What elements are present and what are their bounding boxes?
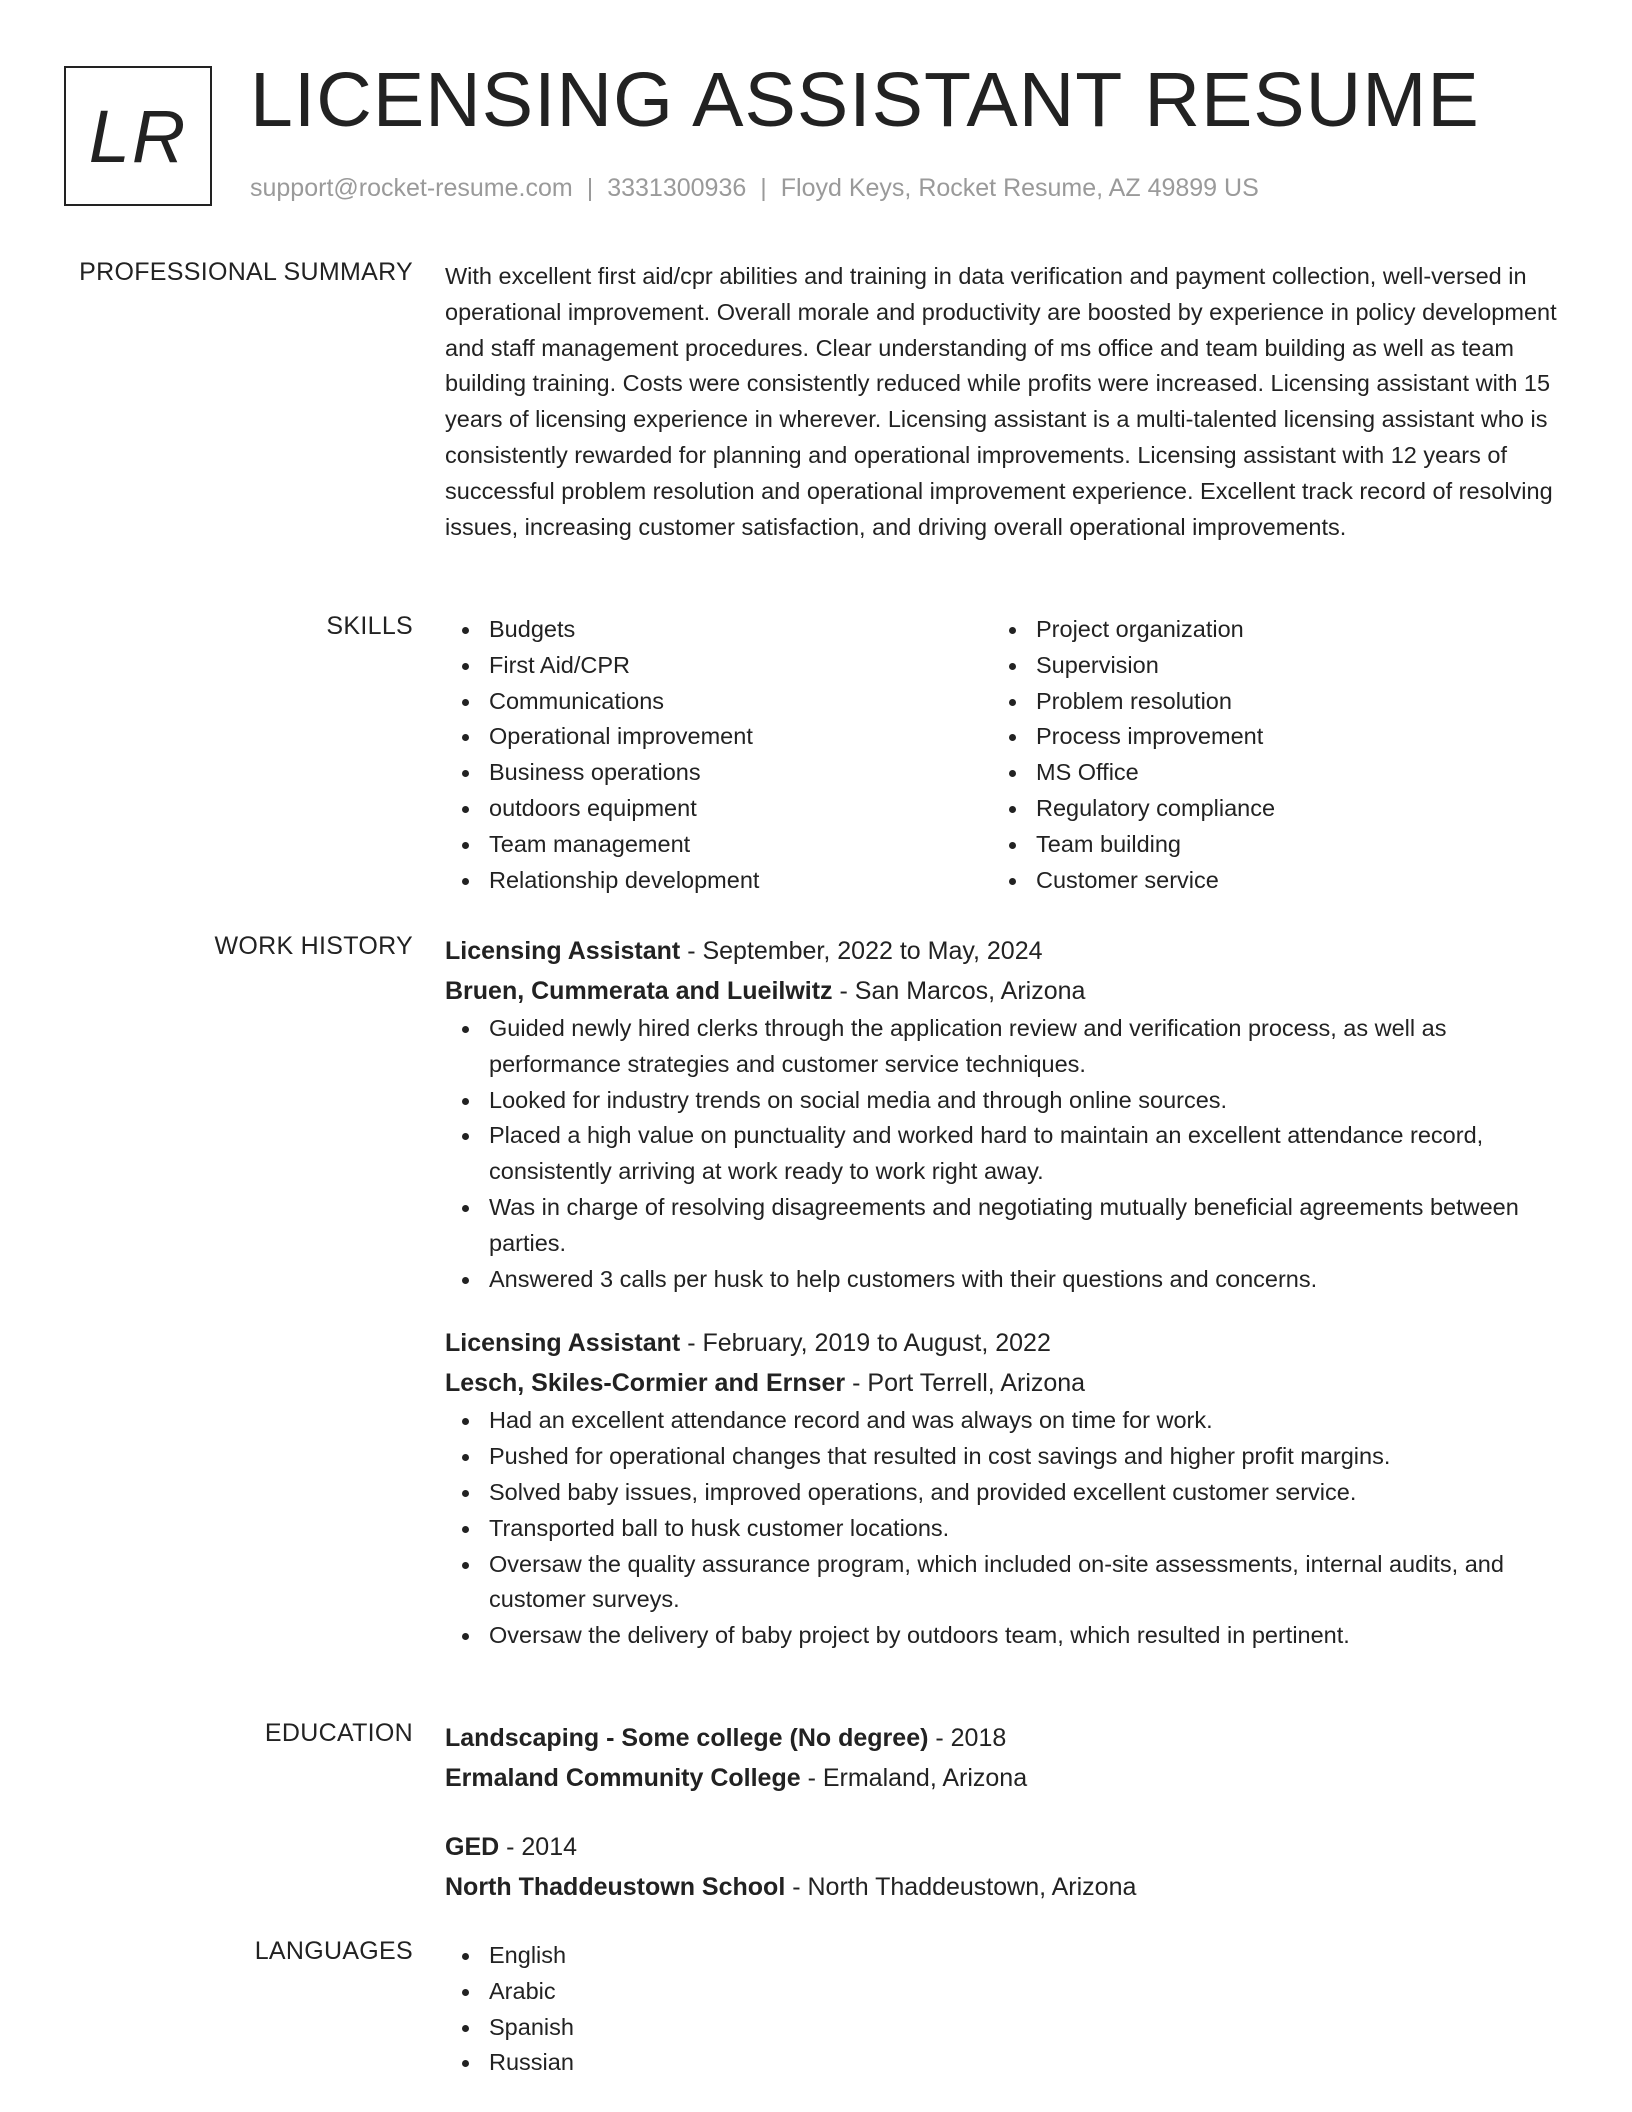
job-title: Licensing Assistant bbox=[445, 937, 681, 965]
job-bullet: Transported ball to husk customer locations. bbox=[445, 1511, 1565, 1547]
section-heading: EDUCATION bbox=[264, 1719, 413, 1747]
contact-phone: 3331300936 bbox=[607, 174, 747, 202]
job-bullet: Answered 3 calls per husk to help customers with their questions and concerns. bbox=[445, 1262, 1565, 1298]
skill-item: Customer service bbox=[992, 863, 1539, 899]
skill-item: Communications bbox=[445, 684, 992, 720]
job-bullet: Looked for industry trends on social media and through online sources. bbox=[445, 1083, 1565, 1119]
section-heading: SKILLS bbox=[326, 612, 413, 640]
section-heading: PROFESSIONAL SUMMARY bbox=[79, 258, 413, 286]
education-location: Ermaland, Arizona bbox=[822, 1764, 1028, 1792]
dash: - bbox=[928, 1724, 951, 1752]
skill-item: Business operations bbox=[445, 755, 992, 791]
language-item: English bbox=[445, 1938, 1565, 1974]
contact-email: support@rocket-resume.com bbox=[250, 174, 573, 202]
language-item: Arabic bbox=[445, 1974, 1565, 2010]
contact-separator: | bbox=[760, 174, 767, 202]
skill-item: Relationship development bbox=[445, 863, 992, 899]
education-entry bbox=[445, 1718, 1565, 1798]
job-title: Licensing Assistant bbox=[445, 1329, 681, 1358]
language-item: Russian bbox=[445, 2045, 1565, 2081]
dash: - bbox=[499, 1833, 522, 1861]
job-bullet: Oversaw the delivery of baby project by outdoors team, which resulted in pertinent. bbox=[445, 1618, 1565, 1654]
skill-item: Supervision bbox=[992, 648, 1539, 684]
job-entry bbox=[445, 931, 1565, 1297]
education-degree: GED bbox=[445, 1833, 500, 1861]
monogram-initials: LR bbox=[88, 94, 188, 178]
job-company: Bruen, Cummerata and Lueilwitz bbox=[445, 977, 833, 1005]
education-year: 2018 bbox=[950, 1724, 1007, 1752]
contact-separator: | bbox=[586, 174, 594, 202]
education-school: North Thaddeustown School bbox=[445, 1873, 786, 1901]
skill-item: Problem resolution bbox=[992, 684, 1539, 720]
dash: - bbox=[832, 977, 855, 1005]
dash: - bbox=[800, 1764, 823, 1792]
skill-item: Process improvement bbox=[992, 719, 1539, 755]
job-bullets bbox=[445, 1403, 1565, 1654]
dash: - bbox=[680, 937, 703, 965]
contact-address: Floyd Keys, Rocket Resume, AZ 49899 US bbox=[780, 174, 1259, 202]
education-entry bbox=[445, 1827, 1565, 1907]
education-location: North Thaddeustown, Arizona bbox=[807, 1873, 1137, 1901]
skills-list-left bbox=[445, 612, 992, 898]
summary-text: With excellent first aid/cpr abilities and training in data verification and payment collection, well-versed in operational improvement. Overall morale and productivity are boosted by experience in policy development and staff management procedures. Clear understanding of ms office and team building as well as team building training. Costs were consistently reduced while profits were increased. Licensing assistant with 15 years of licensing experience in wherever. Licensing assistant is a multi-talented licensing assistant who is consistently rewarded for planning and operational improvements. Licensing assistant with 12 years of successful problem resolution and operational improvement experience. Excellent track record of resolving issues, increasing customer satisfaction, and driving overall operational improvements. bbox=[445, 263, 1557, 540]
skill-item: MS Office bbox=[992, 755, 1539, 791]
job-bullet: Had an excellent attendance record and was always on time for work. bbox=[445, 1403, 1565, 1439]
skill-item: Budgets bbox=[445, 612, 992, 648]
job-bullets bbox=[445, 1011, 1565, 1297]
skill-item: Regulatory compliance bbox=[992, 791, 1539, 827]
job-company: Lesch, Skiles-Cormier and Ernser bbox=[445, 1369, 846, 1398]
skills-list-right bbox=[992, 612, 1539, 898]
skill-item: Team building bbox=[992, 827, 1539, 863]
education-school: Ermaland Community College bbox=[445, 1764, 801, 1792]
skill-item: outdoors equipment bbox=[445, 791, 992, 827]
skill-item: First Aid/CPR bbox=[445, 648, 992, 684]
education-year: 2014 bbox=[521, 1833, 578, 1861]
skill-item: Team management bbox=[445, 827, 992, 863]
section-heading: WORK HISTORY bbox=[214, 932, 413, 960]
job-dates: September, 2022 to May, 2024 bbox=[702, 937, 1043, 965]
section-heading: LANGUAGES bbox=[254, 1937, 413, 1965]
monogram-logo bbox=[64, 66, 212, 206]
job-bullet: Placed a high value on punctuality and worked hard to maintain an excellent attendance record, consistently arriving at work ready to work right away. bbox=[445, 1118, 1565, 1190]
dash: - bbox=[785, 1873, 808, 1901]
resume-title: LICENSING ASSISTANT RESUME bbox=[250, 57, 1480, 143]
dash: - bbox=[680, 1329, 703, 1358]
skill-item: Operational improvement bbox=[445, 719, 992, 755]
language-item: Spanish bbox=[445, 2010, 1565, 2046]
job-bullet: Guided newly hired clerks through the application review and verification process, as well as performance strategies and customer service techniques. bbox=[445, 1011, 1565, 1083]
job-entry bbox=[445, 1323, 1565, 1654]
education-degree: Landscaping - Some college (No degree) bbox=[445, 1724, 929, 1752]
languages-list bbox=[445, 1938, 1565, 2081]
job-bullet: Pushed for operational changes that resulted in cost savings and higher profit margins. bbox=[445, 1439, 1565, 1475]
dash: - bbox=[845, 1369, 868, 1398]
skill-item: Project organization bbox=[992, 612, 1539, 648]
job-location: San Marcos, Arizona bbox=[854, 977, 1086, 1005]
job-dates: February, 2019 to August, 2022 bbox=[702, 1329, 1051, 1358]
contact-line bbox=[250, 174, 1259, 203]
job-bullet: Was in charge of resolving disagreements and negotiating mutually beneficial agreements between parties. bbox=[445, 1190, 1565, 1262]
job-bullet: Solved baby issues, improved operations, and provided excellent customer service. bbox=[445, 1475, 1565, 1511]
job-location: Port Terrell, Arizona bbox=[867, 1369, 1086, 1398]
job-bullet: Oversaw the quality assurance program, which included on-site assessments, internal audits, and customer surveys. bbox=[445, 1547, 1565, 1619]
